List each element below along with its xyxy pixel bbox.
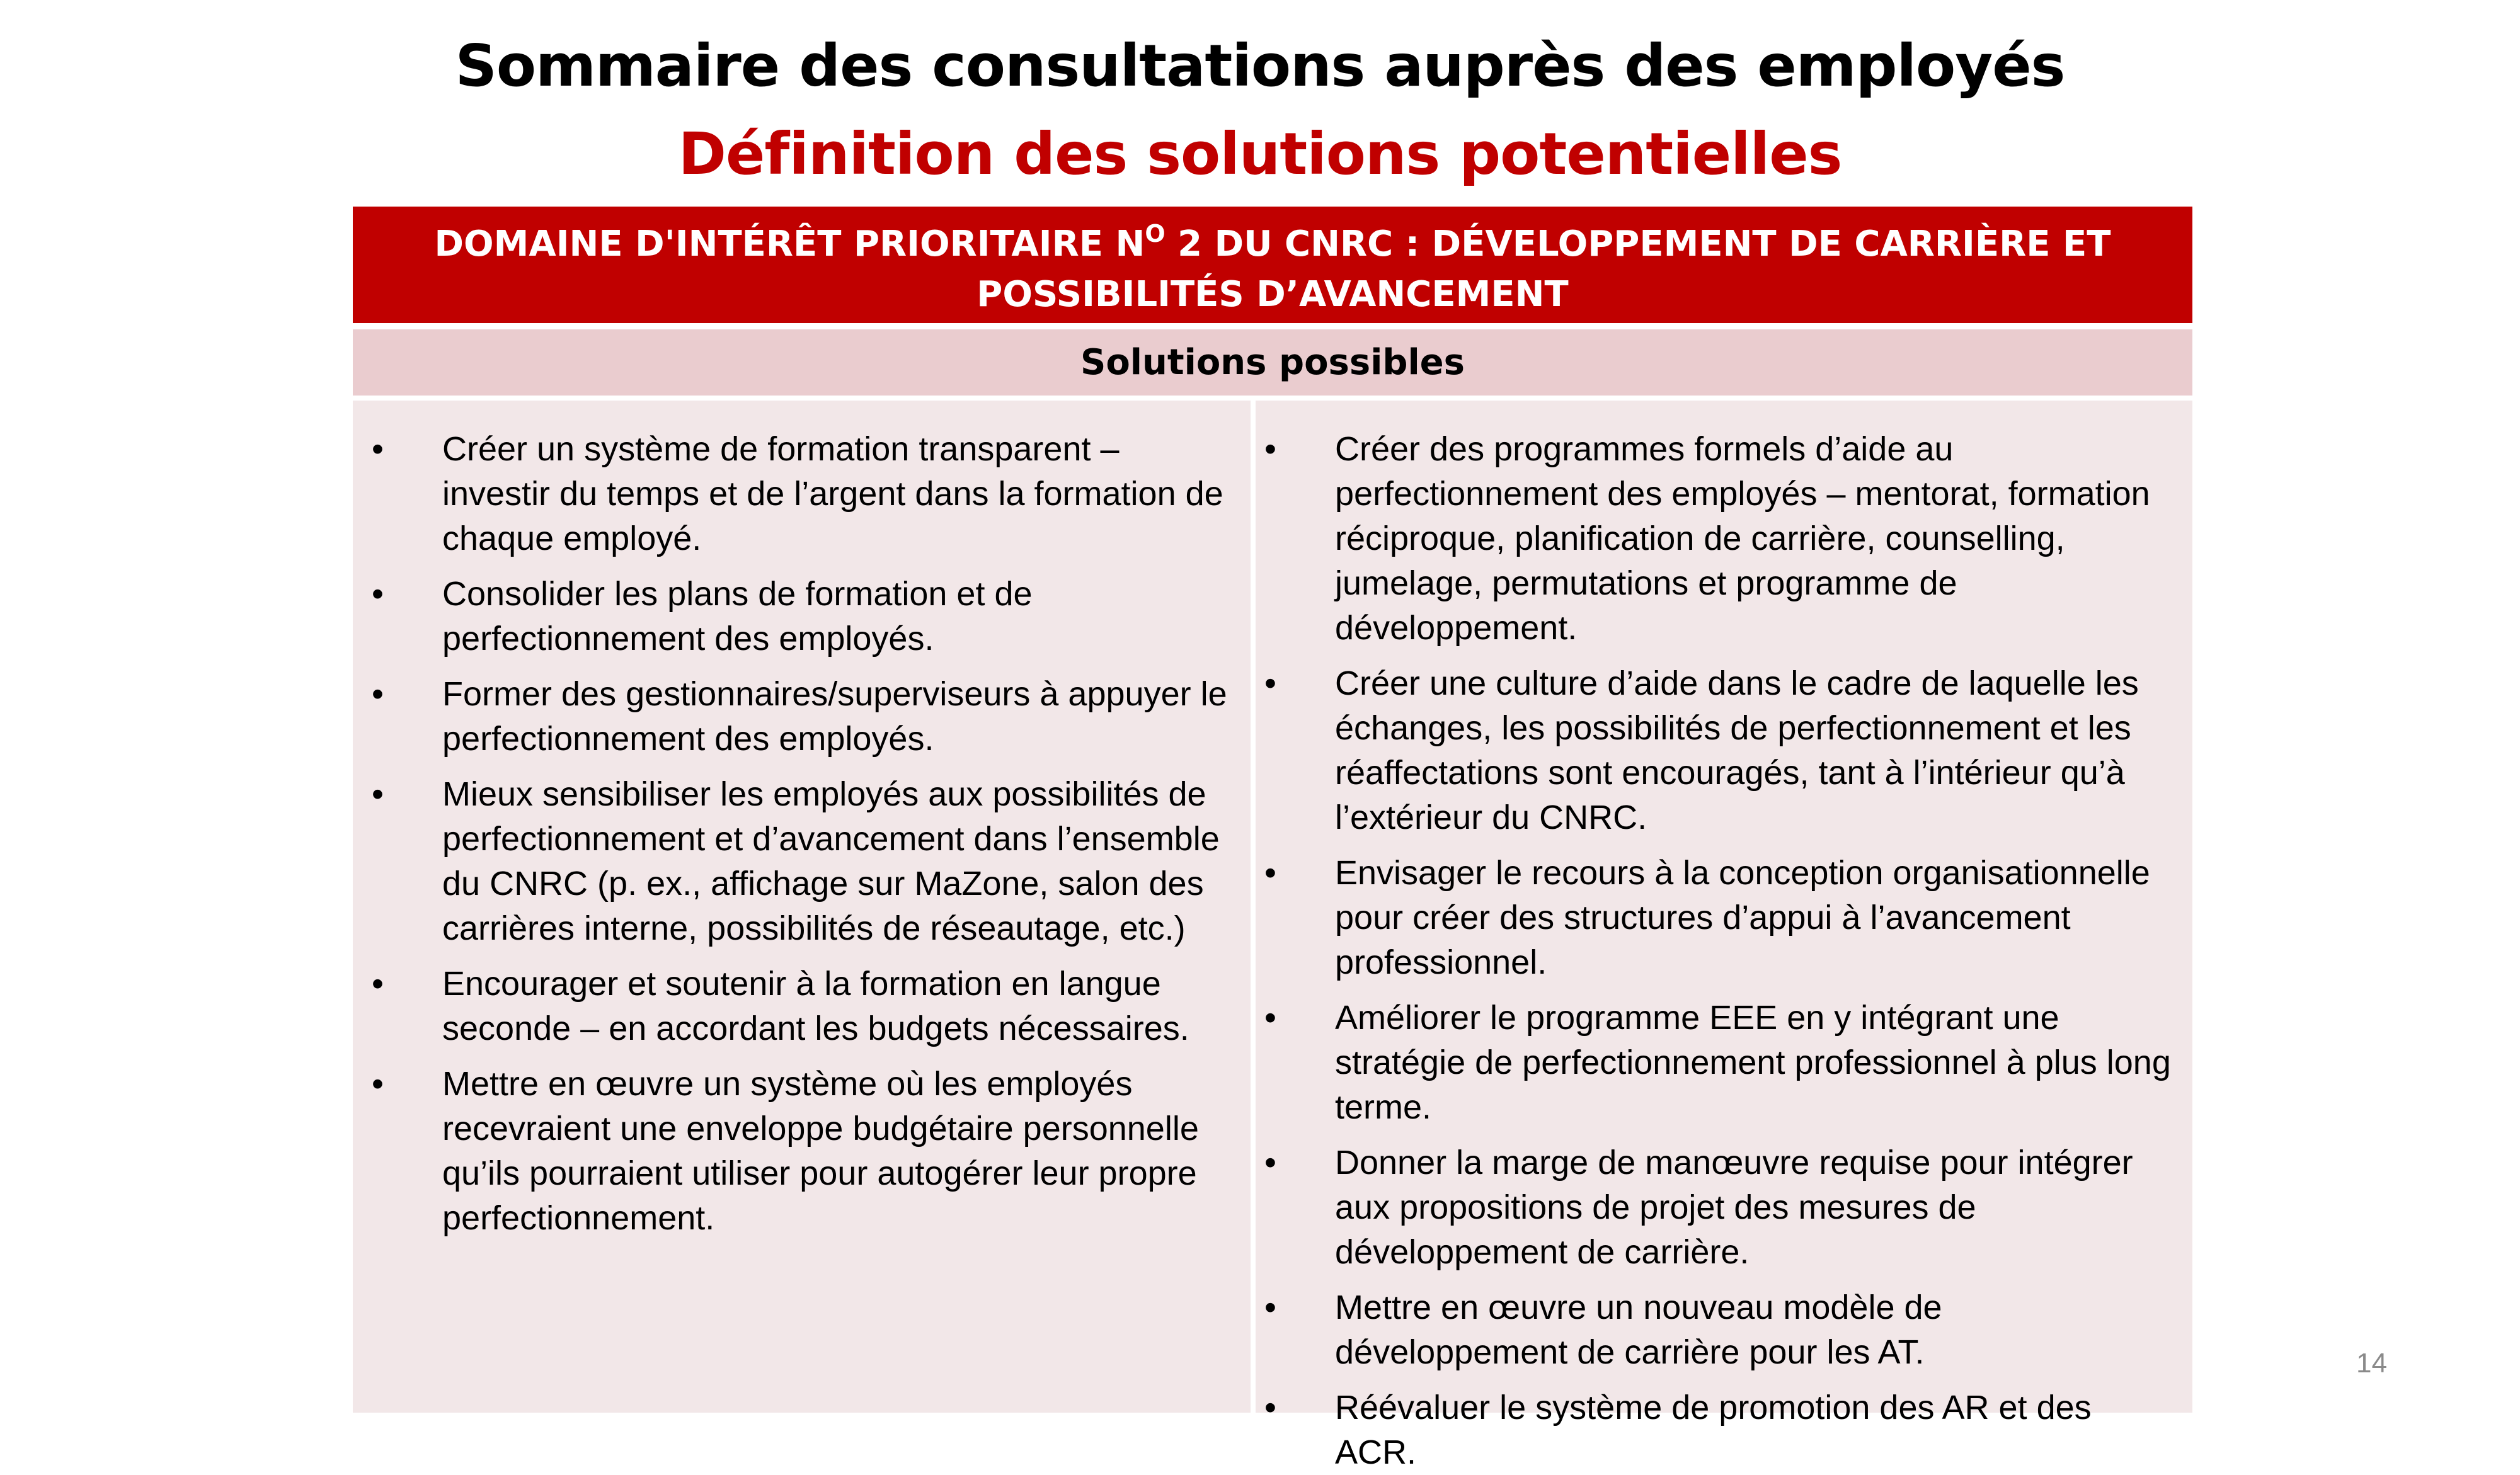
table-header-part2: 2 DU CNRC : DÉVELOPPEMENT DE CARRIÈRE ET POSSIBILITÉS D’AVANCEMENT bbox=[976, 224, 2111, 315]
left-column bbox=[353, 401, 1251, 1413]
list-item bbox=[372, 572, 1232, 661]
bullet-icon: • bbox=[1264, 1289, 1276, 1326]
page-number: 14 bbox=[2356, 1348, 2387, 1379]
solutions-table bbox=[353, 207, 2192, 1471]
bullet-icon: • bbox=[1264, 430, 1276, 468]
list-item bbox=[1264, 1285, 2174, 1375]
left-solutions-list bbox=[372, 427, 1232, 1241]
list-item bbox=[1264, 1141, 2174, 1275]
right-column bbox=[1256, 401, 2192, 1471]
bullet-icon: • bbox=[1264, 1144, 1276, 1182]
list-item bbox=[1264, 996, 2174, 1130]
bullet-icon: • bbox=[372, 1065, 384, 1103]
table-subheader: Solutions possibles bbox=[353, 329, 2192, 396]
right-solutions-list bbox=[1264, 427, 2174, 1475]
list-item bbox=[372, 427, 1232, 561]
list-item bbox=[372, 962, 1232, 1051]
list-item bbox=[372, 672, 1232, 761]
table-header-superscript: O bbox=[1145, 220, 1166, 248]
bullet-icon: • bbox=[372, 775, 384, 813]
list-item bbox=[1264, 851, 2174, 985]
bullet-icon: • bbox=[1264, 854, 1276, 892]
list-item-text: Créer un système de formation transparent – investir du temps et de l’argent dans la formation de chaque employé. bbox=[442, 430, 1223, 557]
bullet-icon: • bbox=[372, 575, 384, 613]
table-header-part1: DOMAINE D'INTÉRÊT PRIORITAIRE N bbox=[434, 224, 1145, 265]
bullet-icon: • bbox=[1264, 1389, 1276, 1427]
table-header bbox=[353, 207, 2192, 323]
list-item-text: Donner la marge de manœuvre requise pour intégrer aux propositions de projet des mesures de développement de carrière. bbox=[1335, 1144, 2133, 1271]
list-item-text: Envisager le recours à la conception organisationnelle pour créer des structures d’appui à l’avancement professionnel. bbox=[1335, 854, 2150, 981]
slide-title: Sommaire des consultations auprès des employés bbox=[455, 32, 2065, 100]
slide-subtitle: Définition des solutions potentielles bbox=[678, 120, 1842, 188]
list-item-text: Créer des programmes formels d’aide au perfectionnement des employés – mentorat, formation réciproque, planification de carrière, counselling, jumelage, permutations et programme de développement. bbox=[1335, 430, 2150, 647]
list-item bbox=[1264, 661, 2174, 840]
table-body bbox=[353, 401, 2192, 1471]
list-item-text: Mieux sensibiliser les employés aux possibilités de perfectionnement et d’avancement dans l’ensemble du CNRC (p. ex., affichage sur MaZone, salon des carrières interne, possibilités de réseautage, etc.) bbox=[442, 775, 1220, 947]
list-item-text: Mettre en œuvre un système où les employés recevraient une enveloppe budgétaire personnelle qu’ils pourraient utiliser pour autogérer leur propre perfectionnement. bbox=[442, 1065, 1199, 1237]
bullet-icon: • bbox=[1264, 664, 1276, 702]
list-item-text: Encourager et soutenir à la formation en langue seconde – en accordant les budgets nécessaires. bbox=[442, 965, 1189, 1047]
slide-title-block bbox=[0, 22, 2520, 198]
bullet-icon: • bbox=[372, 430, 384, 468]
list-item-text: Améliorer le programme EEE en y intégrant une stratégie de perfectionnement professionnel à plus long terme. bbox=[1335, 999, 2171, 1126]
bullet-icon: • bbox=[372, 965, 384, 1003]
list-item-text: Consolider les plans de formation et de perfectionnement des employés. bbox=[442, 575, 1033, 658]
list-item-text: Former des gestionnaires/superviseurs à appuyer le perfectionnement des employés. bbox=[442, 675, 1227, 758]
bullet-icon: • bbox=[372, 675, 384, 713]
list-item bbox=[372, 772, 1232, 951]
list-item-text: Réévaluer le système de promotion des AR et des ACR. bbox=[1335, 1389, 2092, 1471]
list-item-text: Créer une culture d’aide dans le cadre de laquelle les échanges, les possibilités de perfectionnement et les réaffectations sont encouragés, tant à l’intérieur qu’à l’extérieur du CNRC. bbox=[1335, 664, 2139, 836]
list-item bbox=[1264, 427, 2174, 651]
list-item-text: Mettre en œuvre un nouveau modèle de développement de carrière pour les AT. bbox=[1335, 1289, 1942, 1371]
list-item bbox=[372, 1062, 1232, 1241]
list-item bbox=[1264, 1386, 2174, 1475]
bullet-icon: • bbox=[1264, 999, 1276, 1037]
